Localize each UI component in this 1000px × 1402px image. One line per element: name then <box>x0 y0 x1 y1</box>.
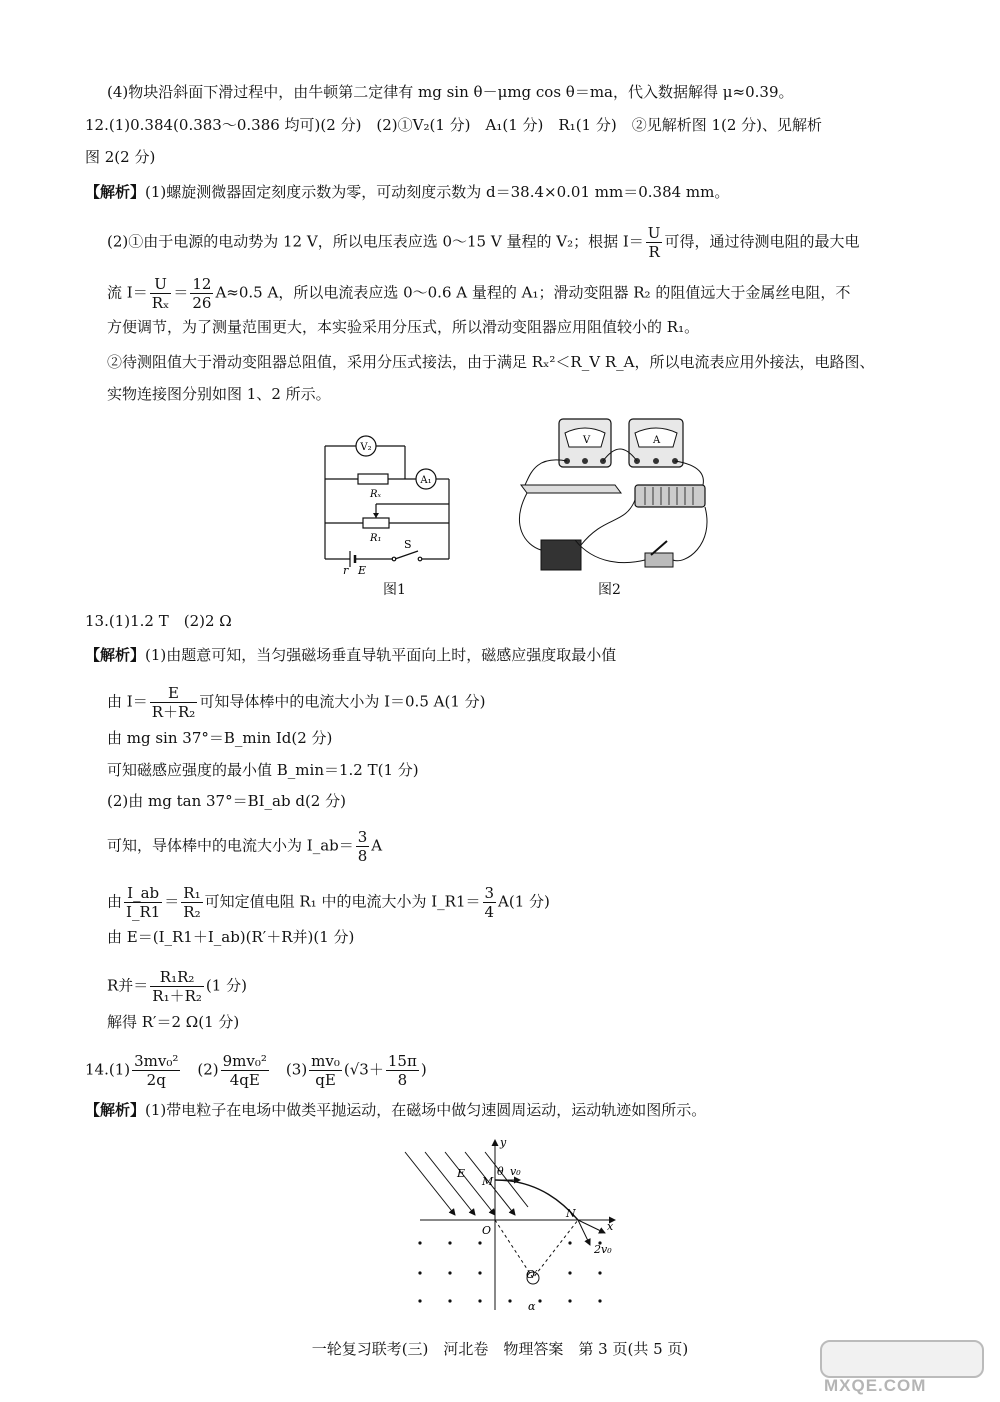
q12-explanation-2: (2)①由于电源的电动势为 12 V，所以电压表应选 0～15 V 量程的 V₂；根据 I＝ $\frac{U}{R}$ 可得，通过待测电阻的最大电 <box>107 224 860 261</box>
q14-answer: 14.(1) $\frac{\text{3mv₀²}}{2q}$ (2) $\frac{\text{9mv₀²}}{4qE}$ (3) $\frac{\text{mv₀}}{qE}$ (√3＋ $\frac{15\pi}{8}$ ) <box>85 1052 427 1089</box>
q13-explanation-9: R并＝ $\frac{\text{R₁R₂}}{\text{R₁＋R₂}}$ (1 分) <box>107 968 247 1005</box>
q13-explanation-6: 可知，导体棒中的电流大小为 I_ab＝ $\frac{3}{8}$ A <box>107 828 383 865</box>
q13-explanation-3: 由 mg sin 37°＝B_min Id(2 分) <box>107 729 333 747</box>
label-v2: V₂ <box>360 442 372 453</box>
q13-explanation-1: 【解析】(1)由题意可知，当匀强磁场垂直导轨平面向上时，磁感应强度取最小值 <box>85 646 617 664</box>
label-y-axis: y <box>500 1136 507 1149</box>
q13-explanation-4: 可知磁感应强度的最小值 B_min＝1.2 T(1 分) <box>107 761 419 779</box>
q12-explanation-6: 实物连接图分别如图 1、2 所示。 <box>107 385 331 403</box>
label-e: E <box>358 564 367 577</box>
figure-2-apparatus <box>515 415 715 580</box>
label-rx: Rₓ <box>370 489 382 500</box>
label-v0: v₀ <box>510 1165 521 1178</box>
q12-explanation-1: 【解析】(1)螺旋测微器固定刻度示数为零，可动刻度示数为 d＝38.4×0.01 mm＝0.384 mm。 <box>85 183 730 201</box>
q13-explanation-2: 由 I＝ $\frac{E}{\text{R＋R₂}}$ 可知导体棒中的电流大小为 I＝0.5 A(1 分) <box>107 684 486 721</box>
q12-explanation-3: 流 I＝ $\frac{U}{\text{Rₓ}}$ ＝ $\frac{12}{26}$ A≈0.5 A，所以电流表应选 0～0.6 A 量程的 A₁；滑动变阻器 R₂ 的阻值远大于金属丝电阻，不 <box>107 275 851 312</box>
label-field-e: E <box>457 1167 466 1180</box>
figure-3-trajectory <box>400 1135 620 1315</box>
q13-explanation-10: 解得 R′＝2 Ω(1 分) <box>107 1013 240 1031</box>
figure-1-circuit <box>318 434 463 579</box>
label-alpha: α <box>528 1300 536 1313</box>
label-point-n: N <box>566 1207 576 1220</box>
q12-answer-line-1: 12.(1)0.384(0.383～0.386 均可)(2 分) (2)①V₂(1 分) A₁(1 分) R₁(1 分) ②见解析图 1(2 分)、见解析 <box>85 116 823 134</box>
q13-explanation-8: 由 E＝(I_R1＋I_ab)(R′＋R并)(1 分) <box>107 928 355 946</box>
label-x-axis: x <box>607 1220 614 1233</box>
q12-answer-line-2: 图 2(2 分) <box>85 148 156 166</box>
q13-answer: 13.(1)1.2 T (2)2 Ω <box>85 612 232 630</box>
q13-explanation-7: 由 $\frac{I\_ab}{I\_R1}$ ＝ $\frac{\text{R₁}}{\text{R₂}}$ 可知定值电阻 R₁ 中的电流大小为 I_R1＝ $\frac{3}{4}$ A(1 分) <box>107 884 550 921</box>
analysis-tag: 【解析】 <box>85 183 146 201</box>
fraction-u-r: $\frac{U}{R}$ <box>647 224 661 261</box>
label-theta: θ <box>497 1165 504 1178</box>
figure-1-caption: 图1 <box>383 582 406 598</box>
label-center-o-prime: O′ <box>526 1268 538 1281</box>
page-footer: 一轮复习联考(三) 河北卷 物理答案 第 3 页(共 5 页) <box>311 1340 689 1358</box>
q12-explanation-5: ②待测阻值大于滑动变阻器总阻值，采用分压式接法，由于满足 Rₓ²＜R_V R_A，所以电流表应用外接法，电路图、 <box>107 353 875 371</box>
label-point-m: M <box>482 1175 494 1188</box>
label-ammeter: A <box>653 435 661 446</box>
q13-explanation-5: (2)由 mg tan 37°＝BI_ab d(2 分) <box>107 792 346 810</box>
label-2v0: 2v₀ <box>594 1243 612 1256</box>
paragraph-4: (4)物块沿斜面下滑过程中，由牛顿第二定律有 mg sin θ－μmg cos θ＝ma，代入数据解得 μ≈0.39。 <box>107 83 794 101</box>
label-s: S <box>404 538 412 551</box>
label-voltmeter: V <box>583 435 591 446</box>
watermark-text: MXQE.COM <box>824 1376 927 1395</box>
fraction-u-rx: $\frac{U}{\text{Rₓ}}$ <box>151 275 170 312</box>
label-r1: R₁ <box>370 533 382 544</box>
watermark-logo <box>820 1340 980 1396</box>
label-r: r <box>343 564 349 577</box>
label-a1: A₁ <box>420 475 432 486</box>
q14-explanation-1: 【解析】(1)带电粒子在电场中做类平抛运动，在磁场中做匀速圆周运动，运动轨迹如图所示。 <box>85 1101 707 1119</box>
figure-2-caption: 图2 <box>598 582 621 598</box>
q12-explanation-4: 方便调节，为了测量范围更大，本实验采用分压式，所以滑动变阻器应用阻值较小的 R₁。 <box>107 318 700 336</box>
fraction-12-26: $\frac{12}{26}$ <box>192 275 212 312</box>
label-origin-o: O <box>482 1224 492 1237</box>
